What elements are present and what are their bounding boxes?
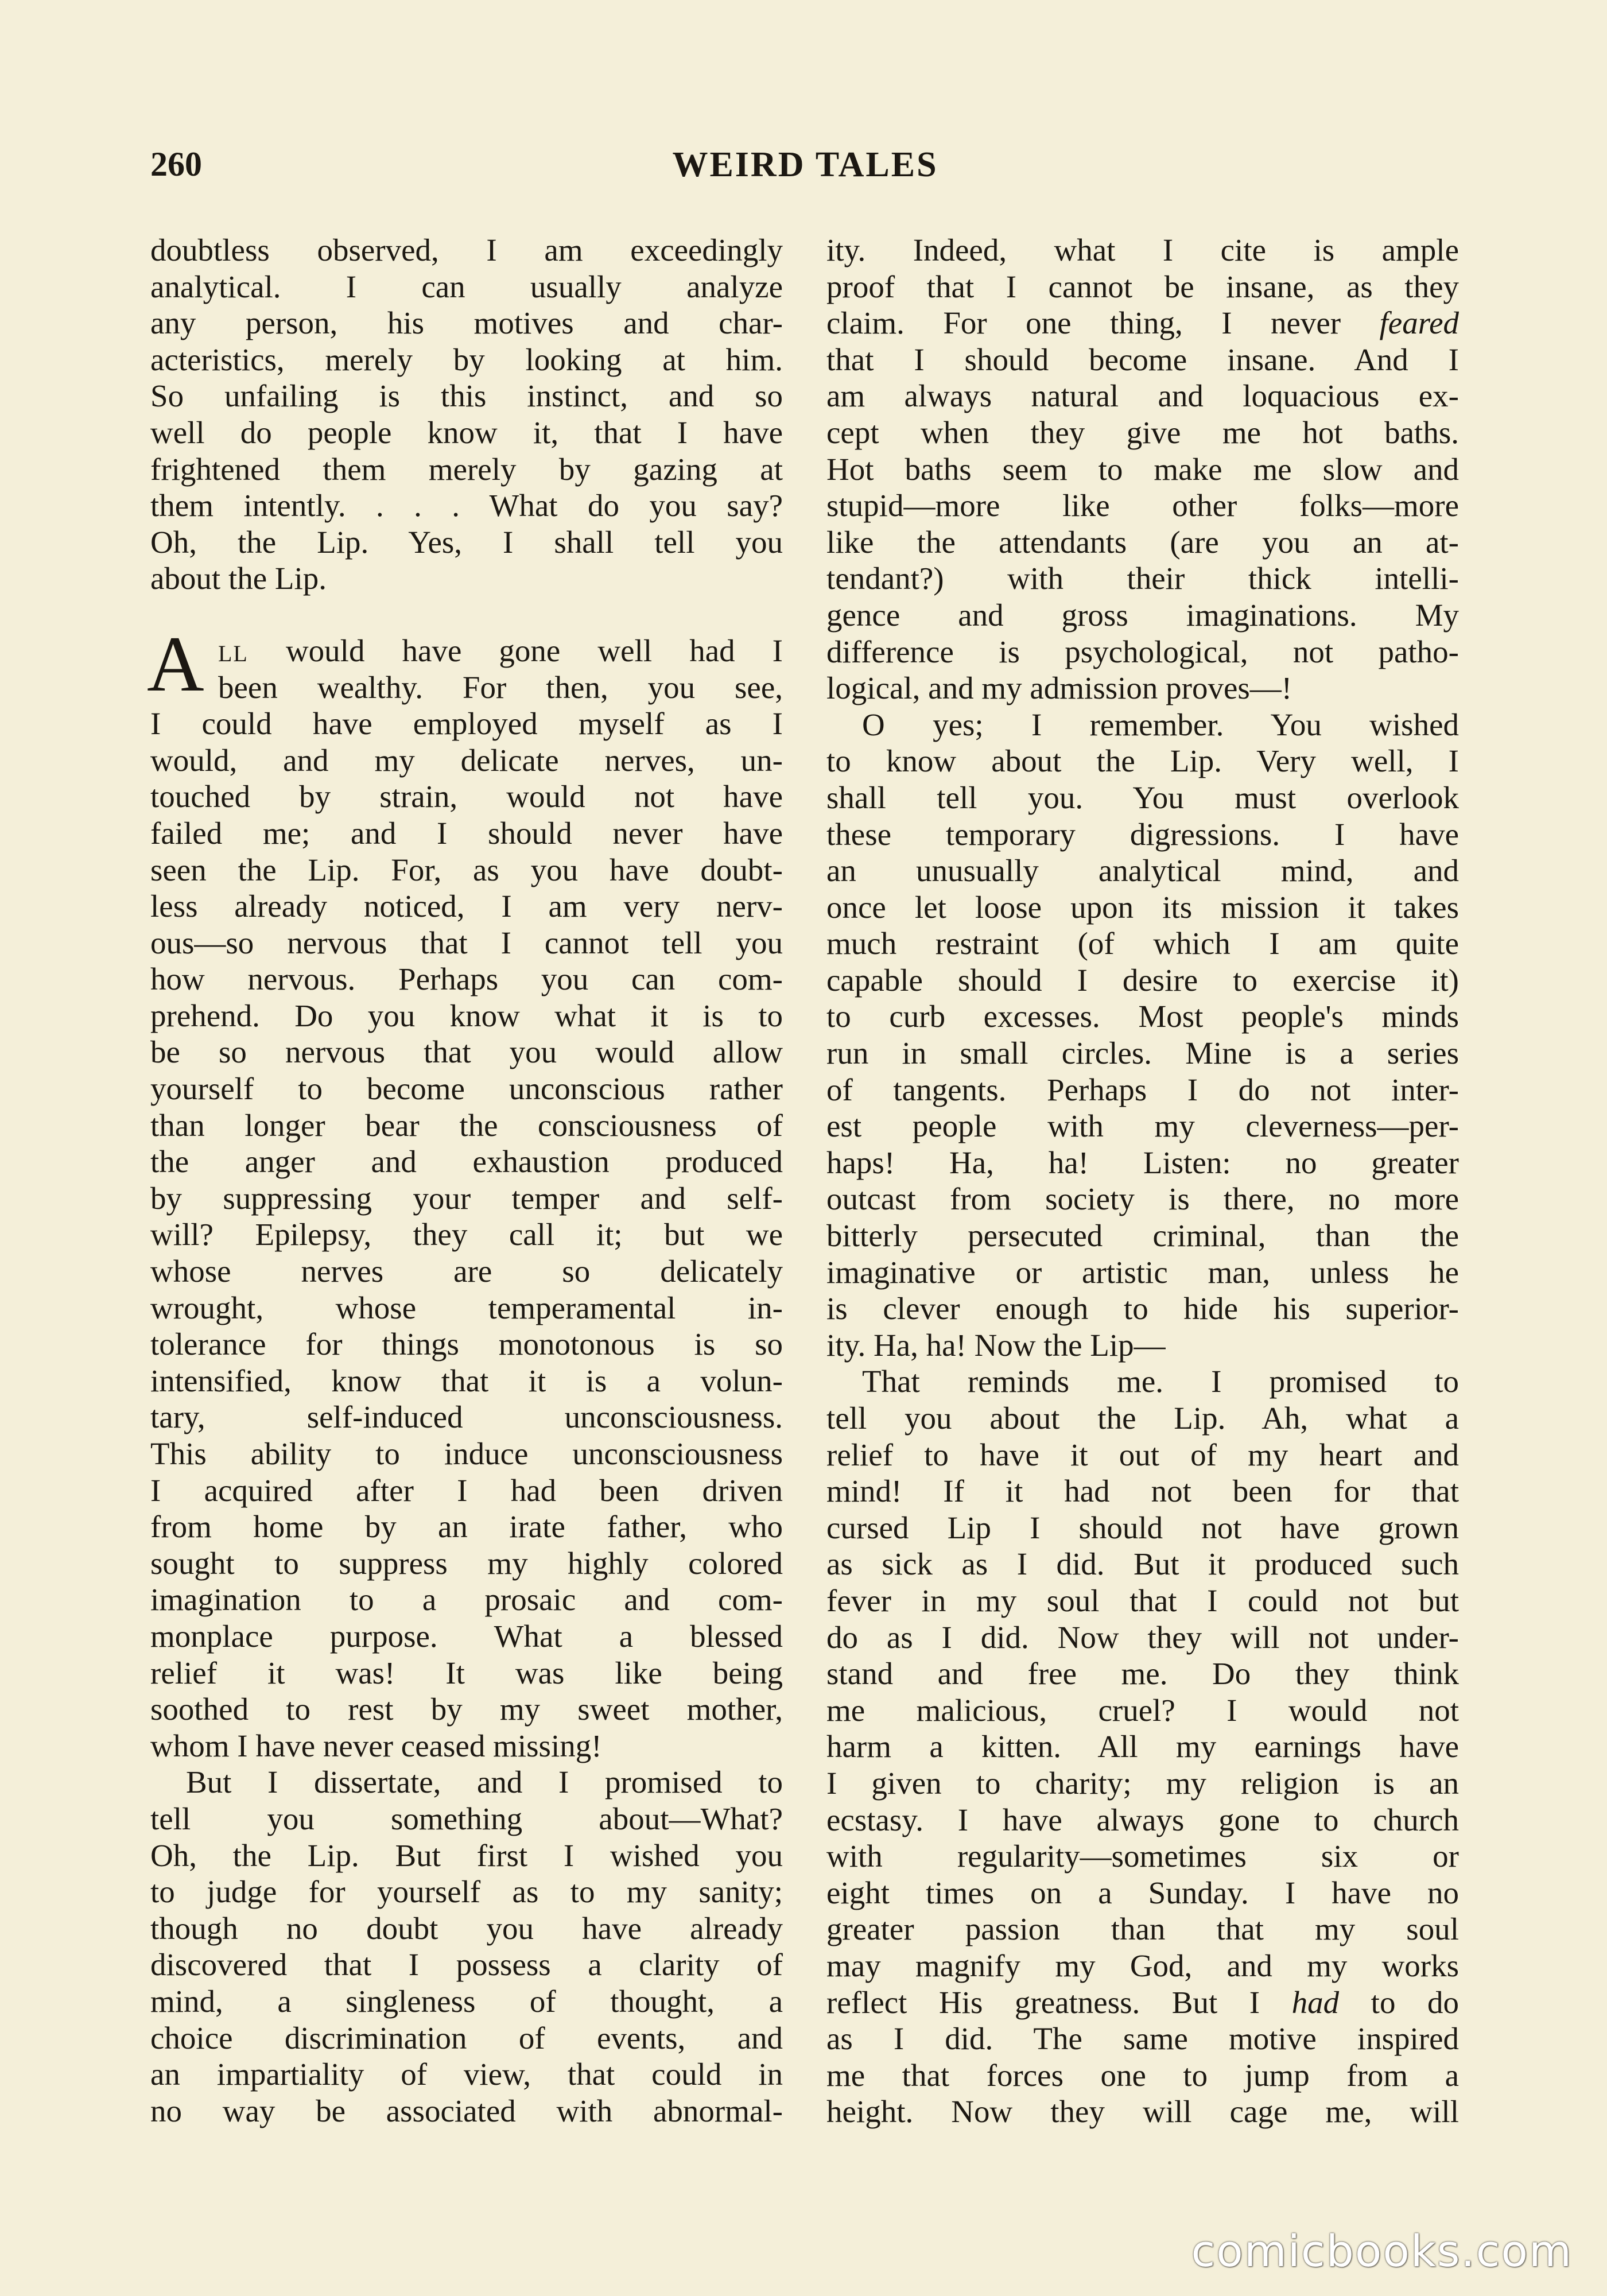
page-number: 260 [150, 145, 202, 183]
text-line: much restraint (of which I am quite [826, 926, 1459, 961]
text-line: as sick as I did. But it produced such [826, 1546, 1459, 1582]
text-line: tell you about the Lip. Ah, what a [826, 1401, 1459, 1436]
text-line: to know about the Lip. Very well, I [826, 743, 1459, 779]
text-line: yourself to become unconscious rather [150, 1071, 783, 1107]
text-line: prehend. Do you know what it is to [150, 998, 783, 1033]
text-line: mind! If it had not been for that [826, 1473, 1459, 1509]
text-line: from home by an irate father, who [150, 1509, 783, 1545]
text-line: So unfailing is this instinct, and so [150, 378, 783, 414]
text-line: difference is psychological, not patho- [826, 634, 1459, 669]
text-line: reflect His greatness. But I had to do [826, 1984, 1459, 2020]
text-line: ity. Indeed, what I cite is ample [826, 232, 1459, 267]
text-line: cursed Lip I should not have grown [826, 1510, 1459, 1545]
text-line: O yes; I remember. You wished [862, 707, 1459, 742]
text-line: no way be associated with abnormal- [150, 2093, 783, 2128]
page-header [150, 145, 1460, 191]
text-line: whom I have never ceased missing! [150, 1728, 602, 1763]
text-line: bitterly persecuted criminal, than the [826, 1218, 1459, 1254]
text-line: though no doubt you have already [150, 1910, 783, 1946]
text-line: do as I did. Now they will not under- [826, 1619, 1459, 1655]
text-line: once let loose upon its mission it takes [826, 889, 1459, 925]
text-line: I acquired after I had been driven [150, 1472, 783, 1508]
paragraph [150, 1764, 783, 2129]
text-line: failed me; and I should never have [150, 815, 783, 851]
paragraph [826, 232, 1459, 707]
text-line: stand and free me. Do they think [826, 1656, 1459, 1692]
text-line: of tangents. Perhaps I do not inter- [826, 1072, 1459, 1107]
text-line: claim. For one thing, I never feared [826, 305, 1459, 341]
text-line: been wealthy. For then, you see, [218, 669, 783, 705]
text-line: these temporary digressions. I have [826, 816, 1459, 852]
text-line: to judge for yourself as to my sanity; [150, 1874, 783, 1910]
text-line: gence and gross imaginations. My [826, 597, 1459, 633]
text-line: would, and my delicate nerves, un- [150, 742, 783, 778]
text-line: analytical. I can usually analyze [150, 269, 783, 304]
text-line: ity. Ha, ha! Now the Lip— [826, 1327, 1166, 1363]
text-line: an unusually analytical mind, and [826, 853, 1459, 889]
text-line: harm a kitten. All my earnings have [826, 1729, 1459, 1764]
text-line: frightened them merely by gazing at [150, 451, 783, 487]
text-line: proof that I cannot be insane, as they [826, 269, 1459, 304]
text-line: seen the Lip. For, as you have doubt- [150, 852, 783, 887]
text-line: haps! Ha, ha! Listen: no greater [826, 1145, 1459, 1180]
text-line: will? Epilepsy, they call it; but we [150, 1217, 783, 1252]
text-line: choice discrimination of events, and [150, 2020, 783, 2055]
text-line: any person, his motives and char- [150, 305, 783, 341]
text-line: imaginative or artistic man, unless he [826, 1254, 1459, 1290]
line-rest: would have gone well had I [248, 633, 783, 668]
text-line: to curb excesses. Most people's minds [826, 999, 1459, 1034]
text-line: imagination to a prosaic and com- [150, 1582, 783, 1618]
text-line: fever in my soul that I could not but [826, 1583, 1459, 1618]
paragraph [147, 619, 783, 1764]
watermark-logo: comicbooks.com [1191, 2225, 1573, 2276]
text-line: intensified, know that it is a volun- [150, 1363, 783, 1398]
text-line: well do people know it, that I have [150, 414, 783, 450]
text-line: may magnify my God, and my works [826, 1948, 1459, 1983]
text-line: height. Now they will cage me, will [826, 2094, 1459, 2130]
text-line: doubtless observed, I am exceedingly [150, 232, 783, 267]
text-line: an impartiality of view, that could in [150, 2057, 783, 2092]
text-line: be so nervous that you would allow [150, 1034, 783, 1070]
text-line: touched by strain, would not have [150, 779, 783, 815]
magazine-title: WEIRD TALES [672, 145, 938, 184]
text-line: with regularity—sometimes six or [826, 1839, 1459, 1874]
text-line: relief it was! It was like being [150, 1655, 783, 1690]
text-line: me malicious, cruel? I would not [826, 1692, 1459, 1728]
text-line: than longer bear the consciousness of [150, 1107, 783, 1143]
text-line: about the Lip. [150, 561, 327, 596]
text-line: whose nerves are so delicately [150, 1254, 783, 1289]
text-line: like the attendants (are you an at- [826, 524, 1459, 560]
text-line: tell you something about—What? [150, 1801, 783, 1836]
text-line: how nervous. Perhaps you can com- [150, 961, 783, 997]
text-line: Hot baths seem to make me slow and [826, 451, 1459, 487]
text-line: am always natural and loquacious ex- [826, 378, 1459, 414]
text-line: tolerance for things monotonous is so [150, 1327, 783, 1362]
text-line: sought to suppress my highly colored [150, 1545, 783, 1581]
text-line: eight times on a Sunday. I have no [826, 1875, 1459, 1910]
text-line: That reminds me. I promised to [862, 1364, 1459, 1399]
text-line: acteristics, merely by looking at him. [150, 342, 783, 377]
text-line: run in small circles. Mine is a series [826, 1035, 1459, 1071]
text-line: less already noticed, I am very nerv- [150, 889, 783, 924]
text-line: wrought, whose temperamental in- [150, 1290, 783, 1325]
text-line: as I did. The same motive inspired [826, 2021, 1459, 2057]
text-line: that I should become insane. And I [826, 342, 1459, 377]
text-line: I given to charity; my religion is an [826, 1765, 1459, 1801]
text-line: ecstasy. I have always gone to church [826, 1802, 1459, 1837]
text-line: This ability to induce unconsciousness [150, 1436, 783, 1471]
text-line: outcast from society is there, no more [826, 1181, 1459, 1217]
text-line [150, 633, 783, 669]
text-line: by suppressing your temper and self- [150, 1180, 783, 1216]
small-caps-word: LL [218, 640, 249, 666]
text-line: But I dissertate, and I promised to [186, 1764, 783, 1800]
text-line: the anger and exhaustion produced [150, 1144, 783, 1180]
paragraph [150, 232, 783, 597]
text-line: Oh, the Lip. But first I wished you [150, 1837, 783, 1873]
text-line: Oh, the Lip. Yes, I shall tell you [150, 524, 783, 560]
text-line: I could have employed myself as I [150, 706, 783, 742]
text-line: is clever enough to hide his superior- [826, 1291, 1459, 1327]
text-line: tendant?) with their thick intelli- [826, 561, 1459, 596]
text-line: tary, self-induced unconsciousness. [150, 1399, 783, 1435]
text-line: mind, a singleness of thought, a [150, 1983, 783, 2019]
text-line: relief to have it out of my heart and [826, 1437, 1459, 1472]
drop-cap: A [147, 619, 204, 708]
text-line: logical, and my admission proves—! [826, 670, 1292, 706]
text-line: them intently. . . . What do you say? [150, 488, 783, 523]
text-line: shall tell you. You must overlook [826, 779, 1459, 815]
text-line: cept when they give me hot baths. [826, 414, 1459, 450]
left-column [147, 232, 783, 2149]
right-column [826, 232, 1459, 2149]
text-line: monplace purpose. What a blessed [150, 1618, 783, 1654]
text-line: est people with my cleverness—per- [826, 1108, 1459, 1144]
text-line: ous—so nervous that I cannot tell you [150, 925, 783, 960]
text-line: soothed to rest by my sweet mother, [150, 1692, 783, 1727]
text-line: stupid—more like other folks—more [826, 488, 1459, 523]
text-line: greater passion than that my soul [826, 1911, 1459, 1947]
paragraph [826, 1363, 1459, 2130]
text-line: capable should I desire to exercise it) [826, 962, 1459, 998]
text-line: me that forces one to jump from a [826, 2057, 1459, 2093]
paragraph [826, 707, 1459, 1364]
text-line: discovered that I possess a clarity of [150, 1947, 783, 1983]
